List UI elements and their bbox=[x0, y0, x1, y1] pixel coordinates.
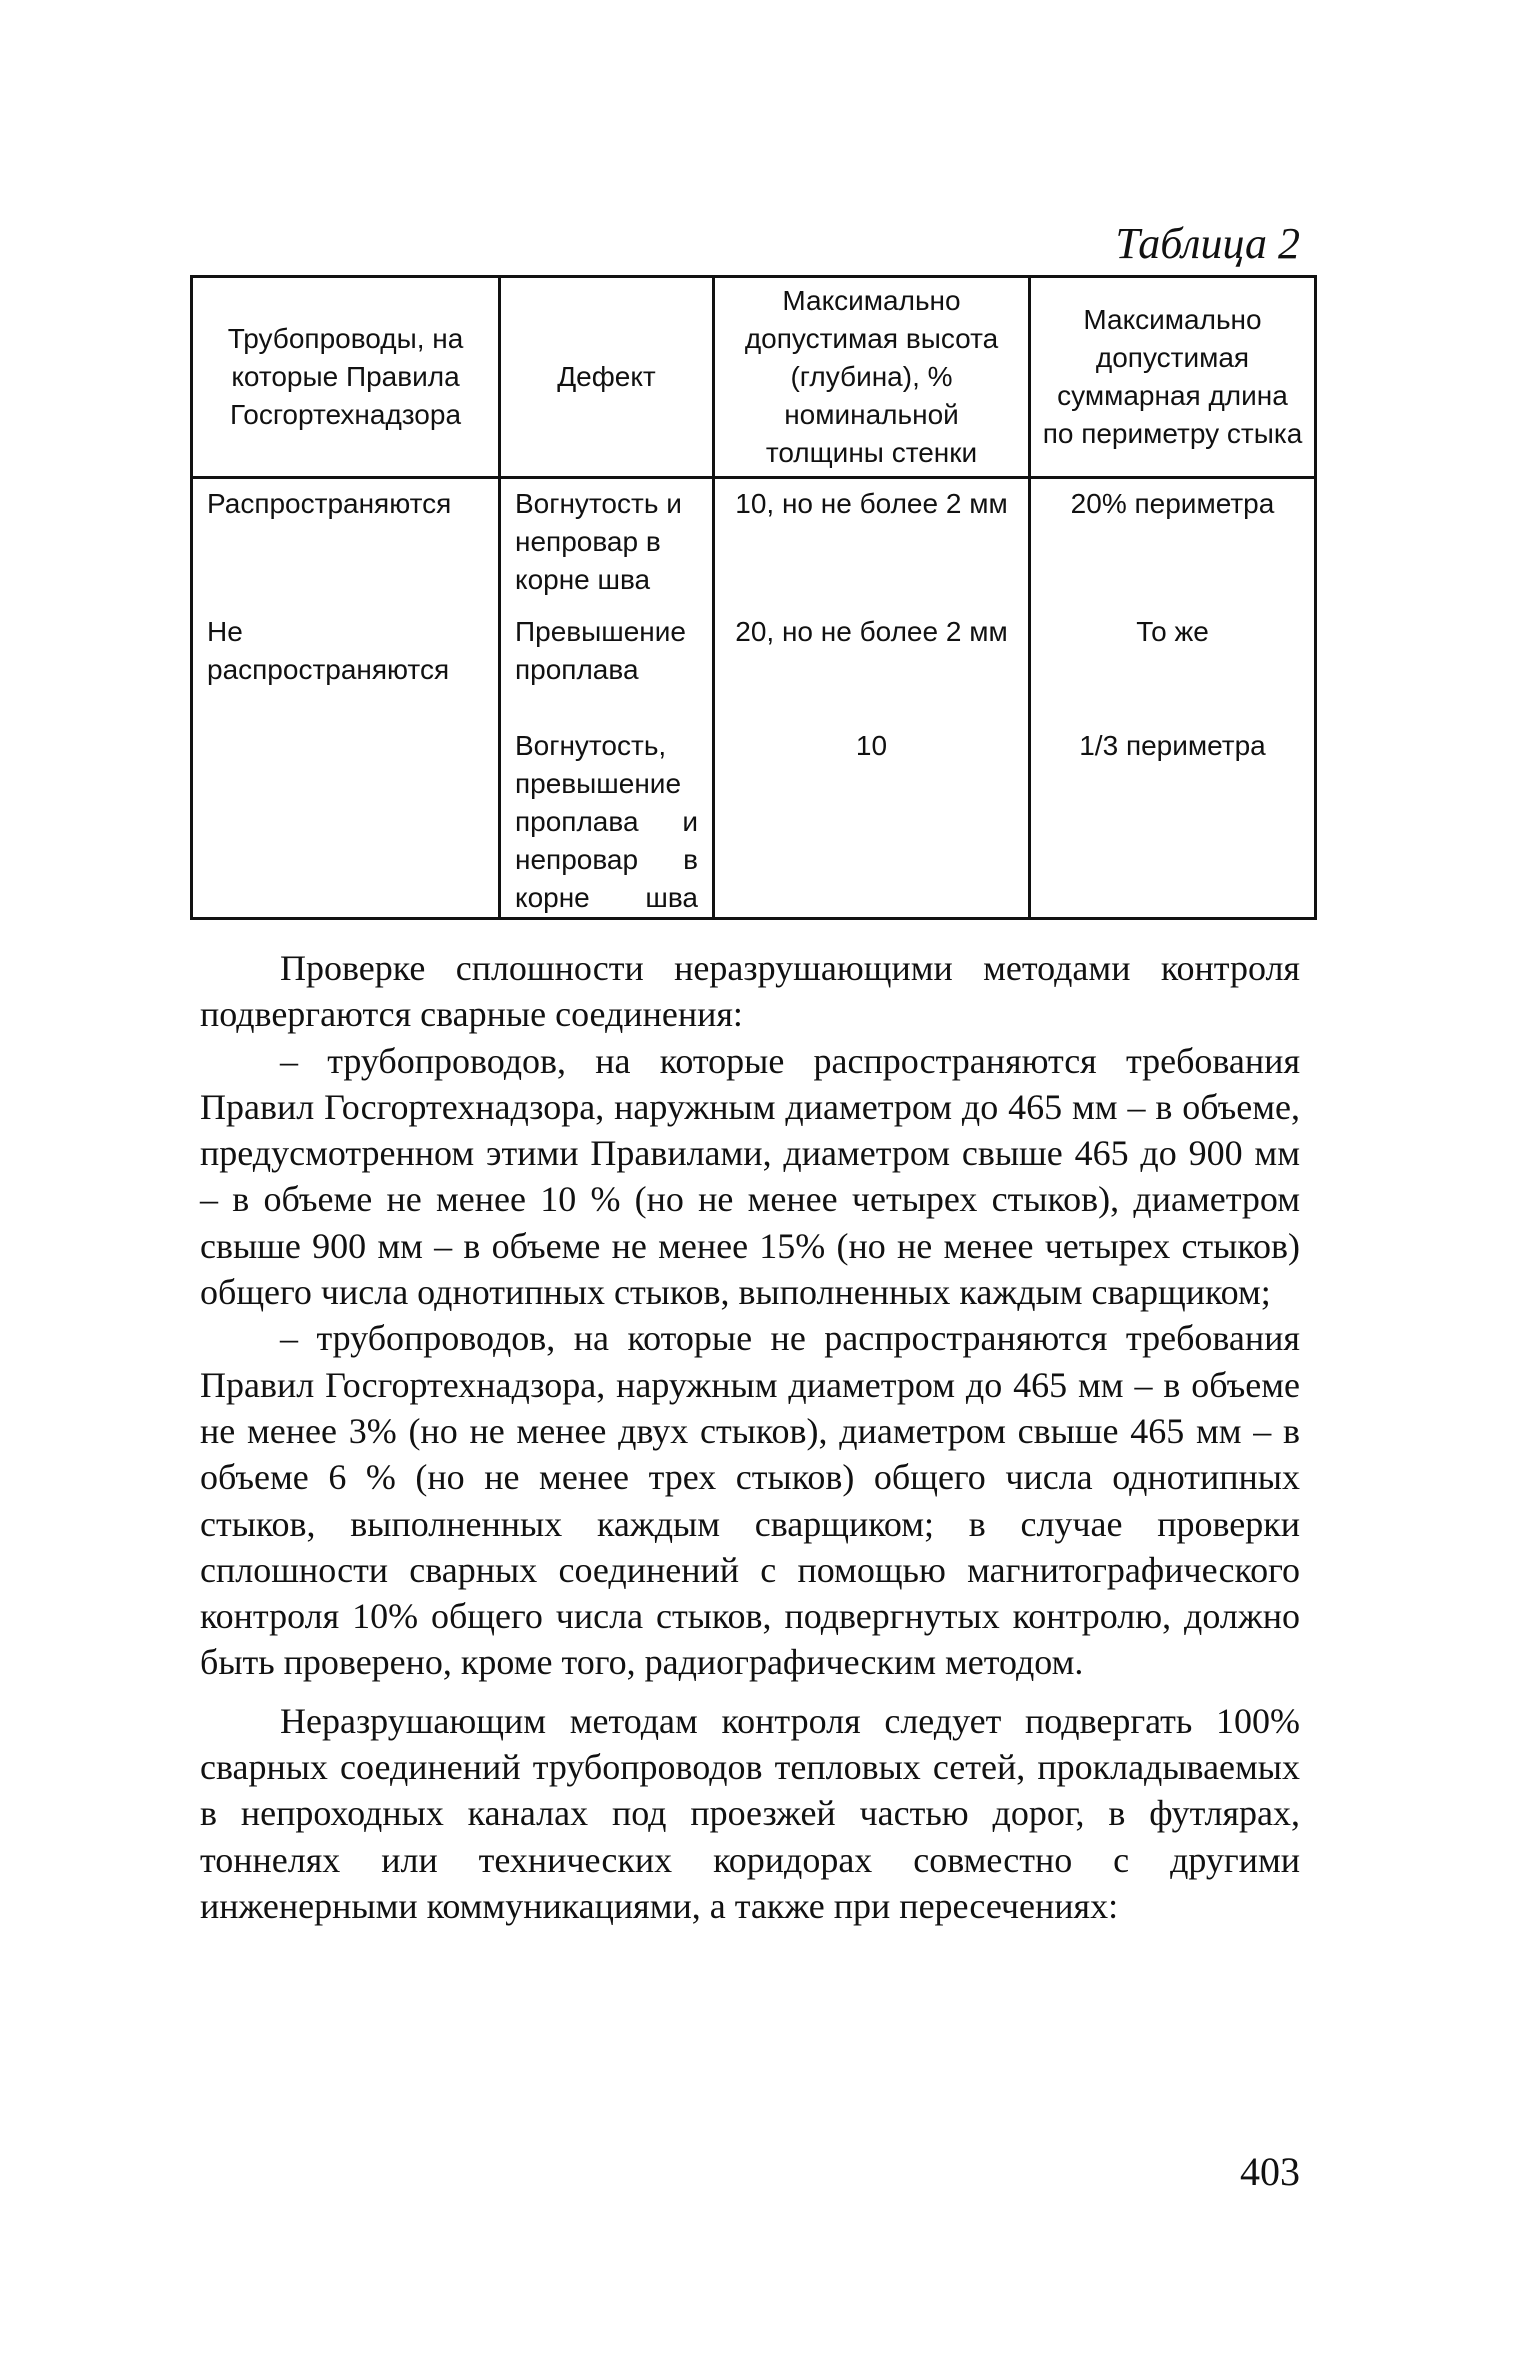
cell-pipelines: Не распространяются bbox=[192, 613, 500, 727]
defects-table bbox=[190, 275, 1317, 920]
paragraph: – трубопроводов, на которые не распространяются требования Правил Госгортехнадзора, наружным диаметром до 465 мм – в объеме не менее 3% (но не менее двух стыков), диаметром свыше 465 мм – в объеме 6 % (но не менее трех стыков) общего числа однотипных стыков, выполненных каждым сварщиком; в случае проверки сплошности сварных соединений с помощью магнитографического контроля 10% общего числа стыков, подвергнутых контролю, должно быть проверено, кроме того, радиографическим методом. bbox=[200, 1318, 1300, 1683]
table-header-row bbox=[192, 277, 1316, 478]
paragraph: – трубопроводов, на которые распространяются требования Правил Госгортехнадзора, наружным диаметром до 465 мм – в объеме, предусмотренном этими Правилами, диаметром свыше 465 до 900 мм – в объеме не менее 10 % (но не менее четырех стыков), диаметром свыше 900 мм – в объеме не менее 15% (но не менее четырех стыков) общего числа однотипных стыков, выполненных каждым сварщиком; bbox=[200, 1040, 1300, 1313]
header-pipelines: Трубопроводы, на которые Правила Госгортехнадзора bbox=[192, 277, 500, 478]
cell-defect: Вогнутость и непровар в корне шва bbox=[500, 478, 714, 614]
paragraph: Проверке сплошности неразрушающими методами контроля подвергаются сварные соединения: bbox=[200, 948, 1300, 1035]
cell-max-height: 10 bbox=[714, 727, 1030, 919]
cell-defect: Превышение проплава bbox=[500, 613, 714, 727]
paragraph: Неразрушающим методам контроля следует подвергать 100% сварных соединений трубопроводов тепловых сетей, прокладываемых в непроходных каналах под проезжей частью дорог, в футлярах, тоннелях или технических коридорах совместно с другими инженерными коммуникациями, а также при пересечениях: bbox=[200, 1700, 1300, 1926]
cell-max-length: 1/3 периметра bbox=[1030, 727, 1316, 919]
cell-pipelines: Распространяются bbox=[192, 478, 500, 614]
table-row bbox=[192, 613, 1316, 727]
cell-max-height: 10, но не более 2 мм bbox=[714, 478, 1030, 614]
cell-max-length: 20% периметра bbox=[1030, 478, 1316, 614]
header-defect: Дефект bbox=[500, 277, 714, 478]
table-caption: Таблица 2 bbox=[1115, 219, 1300, 268]
cell-max-height: 20, но не более 2 мм bbox=[714, 613, 1030, 727]
table-row bbox=[192, 727, 1316, 919]
body-text bbox=[200, 945, 1300, 1929]
page-number: 403 bbox=[1240, 2149, 1300, 2194]
header-max-length: Максимально допустимая суммарная длина по периметру стыка bbox=[1030, 277, 1316, 478]
cell-pipelines bbox=[192, 727, 500, 919]
cell-defect: Вогнутость, превышение проплава и непровар в корне шва bbox=[500, 727, 714, 919]
cell-max-length: То же bbox=[1030, 613, 1316, 727]
table-row bbox=[192, 478, 1316, 614]
header-max-height: Максимально допустимая высота (глубина), % номинальной толщины стенки bbox=[714, 277, 1030, 478]
